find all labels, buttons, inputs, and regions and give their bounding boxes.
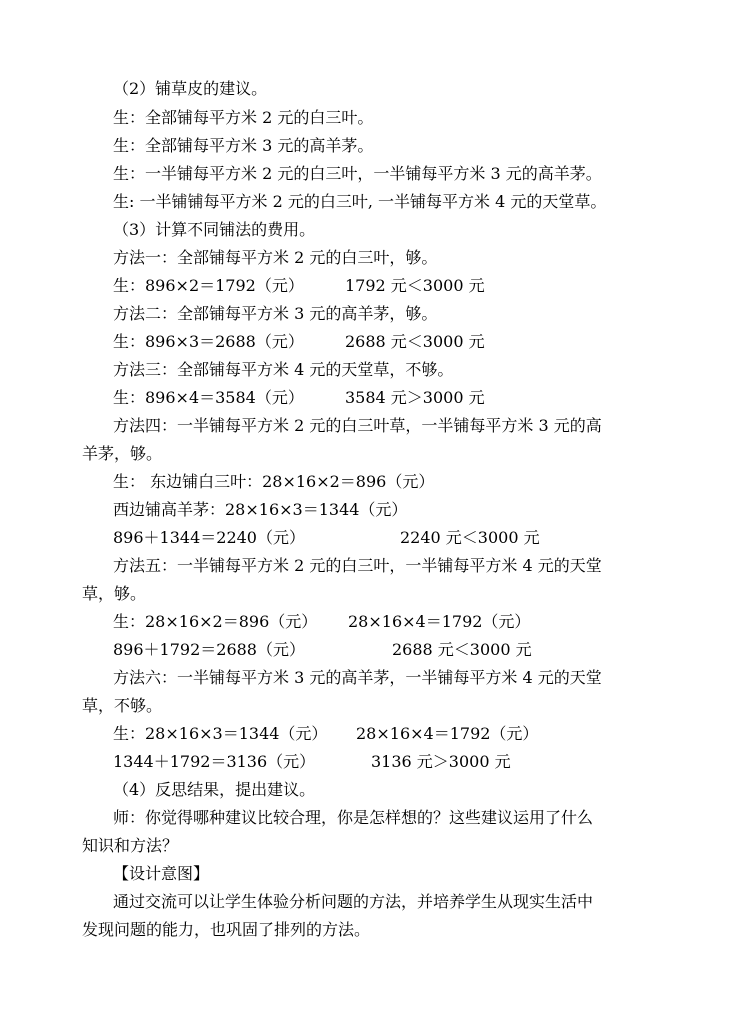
design-intent-line: 通过交流可以让学生体验分析问题的方法，并培养学生从现实生活中 — [113, 892, 594, 911]
calc-sum: 896＋1792＝2688（元） — [113, 640, 305, 659]
method-3-line: 方法三：全部铺每平方米 4 元的天堂草，不够。 — [113, 360, 454, 379]
method-2-line: 方法二：全部铺每平方米 3 元的高羊茅，够。 — [113, 304, 438, 323]
calc-row: 生： 东边铺白三叶：28×16×2＝896（元） — [113, 472, 435, 491]
calc-expression: 生：28×16×3＝1344（元） — [113, 724, 328, 743]
section-heading-2: （2）铺草皮的建议。 — [113, 79, 268, 98]
method-1-line: 方法一：全部铺每平方米 2 元的白三叶，够。 — [113, 248, 438, 267]
paragraph-line: 生：全部铺每平方米 2 元的白三叶。 — [113, 108, 374, 127]
section-heading-3: （3）计算不同铺法的费用。 — [113, 220, 316, 239]
method-6-line: 方法六：一半铺每平方米 3 元的高羊茅，一半铺每平方米 4 元的天堂 — [113, 668, 602, 687]
paragraph-line: 生：一半铺每平方米 2 元的白三叶，一半铺每平方米 3 元的高羊茅。 — [113, 164, 602, 183]
method-4-line: 方法四：一半铺每平方米 2 元的白三叶草，一半铺每平方米 3 元的高 — [113, 416, 602, 435]
calc-expression: 生：896×2＝1792（元） — [113, 276, 304, 295]
design-intent-heading: 【设计意图】 — [113, 864, 210, 883]
method-5-line-cont: 草，够。 — [82, 584, 147, 603]
calc-row: 西边铺高羊茅：28×16×3＝1344（元） — [113, 500, 408, 519]
calc-comparison: 3136 元＞3000 元 — [371, 752, 511, 771]
teacher-question-line: 师：你觉得哪种建议比较合理，你是怎样想的？这些建议运用了什么 — [113, 808, 594, 827]
calc-expression: 生：896×4＝3584（元） — [113, 388, 304, 407]
design-intent-line-cont: 发现问题的能力，也巩固了排列的方法。 — [82, 920, 371, 939]
calc-expression: 生：28×16×2＝896（元） — [113, 612, 318, 631]
paragraph-line: 生：全部铺每平方米 3 元的高羊茅。 — [113, 136, 374, 155]
calc-sum: 1344＋1792＝3136（元） — [113, 752, 316, 771]
teacher-question-line-cont: 知识和方法？ — [82, 836, 179, 855]
paragraph-line: 生: 一半铺铺每平方米 2 元的白三叶, 一半铺每平方米 4 元的天堂草。 — [113, 192, 607, 211]
method-5-line: 方法五：一半铺每平方米 2 元的白三叶，一半铺每平方米 4 元的天堂 — [113, 556, 602, 575]
calc-expression: 28×16×4＝1792（元） — [356, 724, 539, 743]
method-6-line-cont: 草，不够。 — [82, 696, 163, 715]
calc-comparison: 2688 元＜3000 元 — [392, 640, 532, 659]
section-heading-4: （4）反思结果，提出建议。 — [113, 780, 316, 799]
calc-comparison: 3584 元＞3000 元 — [345, 388, 485, 407]
calc-sum: 896＋1344＝2240（元） — [113, 528, 305, 547]
calc-expression: 生：896×3＝2688（元） — [113, 332, 304, 351]
calc-comparison: 2688 元＜3000 元 — [345, 332, 485, 351]
method-4-line-cont: 羊茅，够。 — [82, 444, 163, 463]
calc-comparison: 1792 元＜3000 元 — [345, 276, 485, 295]
calc-expression: 28×16×4＝1792（元） — [348, 612, 531, 631]
calc-comparison: 2240 元＜3000 元 — [400, 528, 540, 547]
